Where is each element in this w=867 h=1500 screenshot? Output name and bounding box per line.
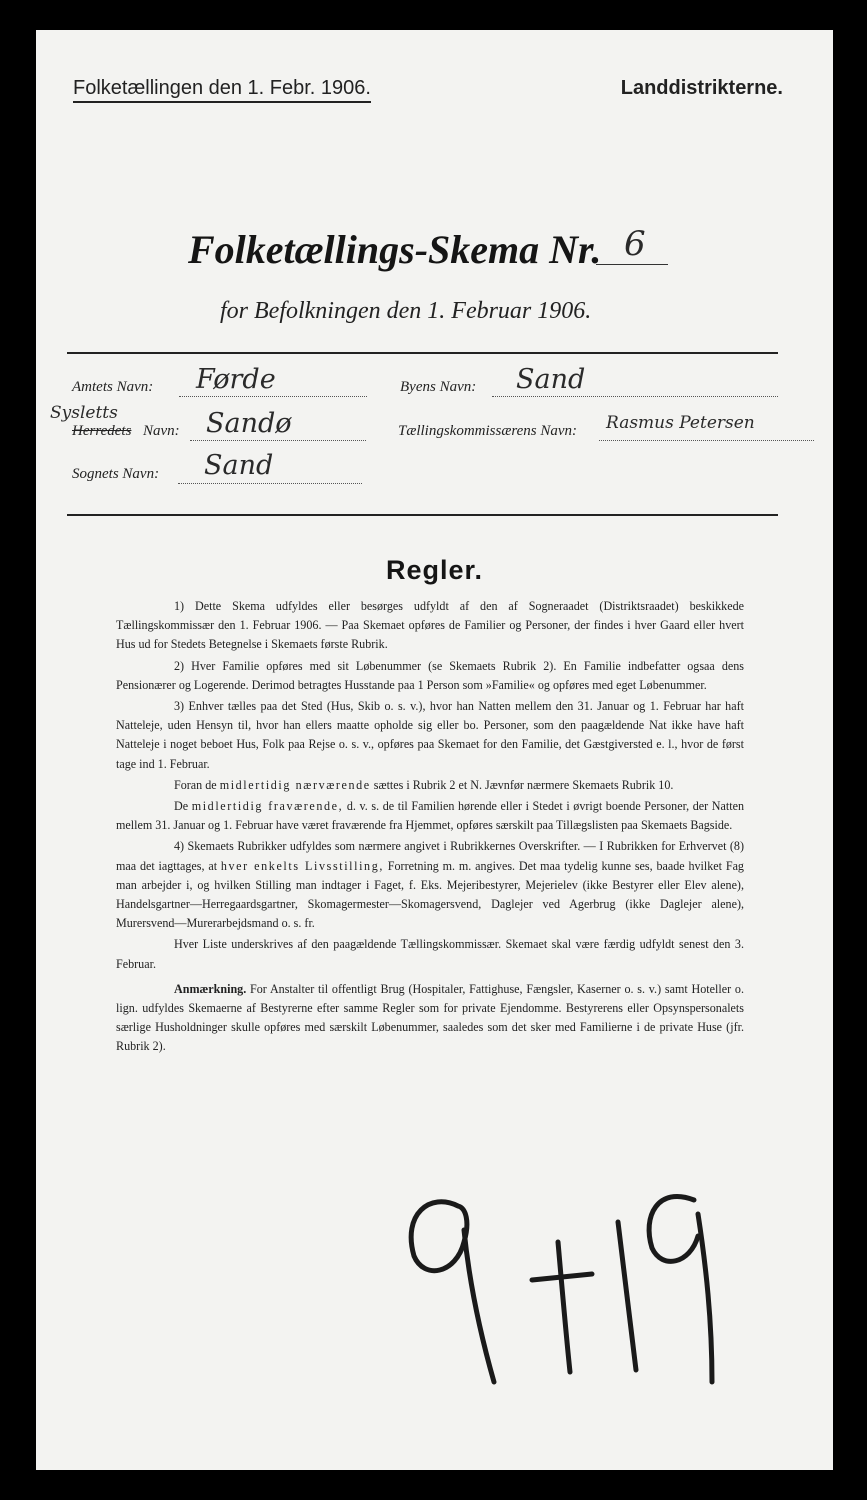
handwritten-tally-drawing <box>396 1170 716 1390</box>
rule-3-absent-emphasis: midlertidig fraværende, <box>191 799 344 814</box>
herred-handwritten-correction: Sysletts <box>50 403 118 423</box>
census-date-header: Folketællingen den 1. Febr. 1906. <box>73 77 371 103</box>
rule-3-absent <box>116 797 744 835</box>
form-number-value: 6 <box>624 224 646 264</box>
rule-3-present-emphasis: midlertidig nærværende <box>219 777 371 792</box>
rules-text <box>116 597 744 1059</box>
rule-3-present <box>116 776 744 795</box>
form-number-field <box>596 224 668 265</box>
form-subtitle: for Befolkningen den 1. Februar 1906. <box>220 298 592 324</box>
remark-text: For Anstalter til offentligt Brug (Hospitaler, Fattighuse, Fængsler, Kaserner o. s. v.) samt Hoteller o. lign. udfyldes Skemaerne af Bestyrerne efter samme Regler som for private Ejendomme. Bestyrerens eller Opsynspersonalets særlige Husholdninger skulle opføres med særskilt Løbenummer, saaledes som det sker med Familierne i de private Huse (jfr. Rubrik 2). <box>116 981 744 1054</box>
sogn-value: Sand <box>204 450 274 481</box>
rule-4-emphasis: hver enkelts Livsstilling, <box>220 858 384 873</box>
herred-value: Sandø <box>206 408 292 439</box>
bottom-divider <box>67 514 778 516</box>
sogn-label: Sognets Navn: <box>72 466 160 482</box>
rule-3: 3) Enhver tælles paa det Sted (Hus, Skib o. s. v.), hvor han Natten mellem den 31. Januar og 1. Februar har haft Natteleje, uden Hensyn til, hvor han ellers maatte opholde sig eller bo. Personer, som den paagældende Nat ikke have haft Natteleje i noget beboet Hus, Folk paa Rejse o. s. v., opføres paa Skemaet for den Familie, det Gæstgiversted e. l., hvor de først tage ind 1. Februar. <box>116 699 744 771</box>
amt-label: Amtets Navn: <box>72 379 154 395</box>
rule-3-absent-post: d. v. s. de til Familien hørende eller i Stedet i øvrigt boende Personer, der Natten mellem 31. Januar og 1. Februar have været fraværende fra Hjemmet, opføres særskilt paa Tillægslisten paa Skemaets Bagside. <box>116 799 745 833</box>
remark <box>116 980 744 1057</box>
kommissaer-value: Rasmus Petersen <box>606 413 755 433</box>
handwritten-tally <box>396 1170 716 1395</box>
herred-label: Navn: <box>143 423 180 439</box>
rule-2: 2) Hver Familie opføres med sit Løbenummer (se Skemaets Rubrik 2). En Familie indbefatter ogsaa dens Pensionærer og Logerende. Derimod betragtes Husstande paa 1 Person som »Familie« og opføres med eget Løbenummer. <box>116 658 744 692</box>
rule-3-present-pre: Foran de <box>174 777 217 792</box>
rule-4-post: Forretning m. m. angives. Det maa tydelig kunne ses, baade hvilket Fag man arbejder i, og hvilken Stilling man indtager i Faget, f. Eks. Mejeribestyrer, Mejerielev (ikke Bestyrer eller Elev alene), Handelsgartner—Herregaardsgartner, Skomagermester—Skomagersvend, Daglejer ved Agerbrug (ikke Daglejer alene), Murersvend—Murerarbejdsmand o. s. fr. <box>116 858 744 931</box>
rule-3-present-post: sættes i Rubrik 2 et N. Jævnfør nærmere Skemaets Rubrik 10. <box>373 777 674 792</box>
district-type-header: Landdistrikterne. <box>620 77 783 99</box>
rule-4-pre: 4) Skemaets Rubrikker udfyldes som nærmere angivet i Rubrikkernes Overskrifter. — I Rubrikken for Erhvervet (8) maa det iagttages, at <box>116 839 744 873</box>
census-form-page <box>36 30 833 1470</box>
by-value: Sand <box>516 364 586 395</box>
kommissaer-label: Tællingskommissærens Navn: <box>398 423 578 439</box>
top-divider <box>67 352 778 354</box>
form-title: Folketællings-Skema Nr. <box>188 227 602 272</box>
remark-label: Anmærkning. <box>174 981 247 996</box>
rule-1: 1) Dette Skema udfyldes eller besørges udfyldt af den af Sogneraadet (Distriktsraadet) beskikkede Tællingskommissær den 1. Februar 1906. — Paa Skemaet opføres de Familier og Personer, der findes i hver Gaard eller hvert Hus ud for Stedets Betegnelse i Skemaets første Rubrik. <box>116 599 744 652</box>
rule-4 <box>116 837 744 933</box>
rules-heading: Regler. <box>385 555 484 585</box>
by-label: Byens Navn: <box>400 379 477 395</box>
rule-3-absent-pre: De <box>174 799 189 814</box>
rule-4-signature: Hver Liste underskrives af den paagældende Tællingskommissær. Skemaet skal være færdig udfyldt senest den 3. Februar. <box>116 937 744 971</box>
amt-value: Førde <box>196 364 276 395</box>
herred-struck-label: Herredets <box>72 423 132 439</box>
